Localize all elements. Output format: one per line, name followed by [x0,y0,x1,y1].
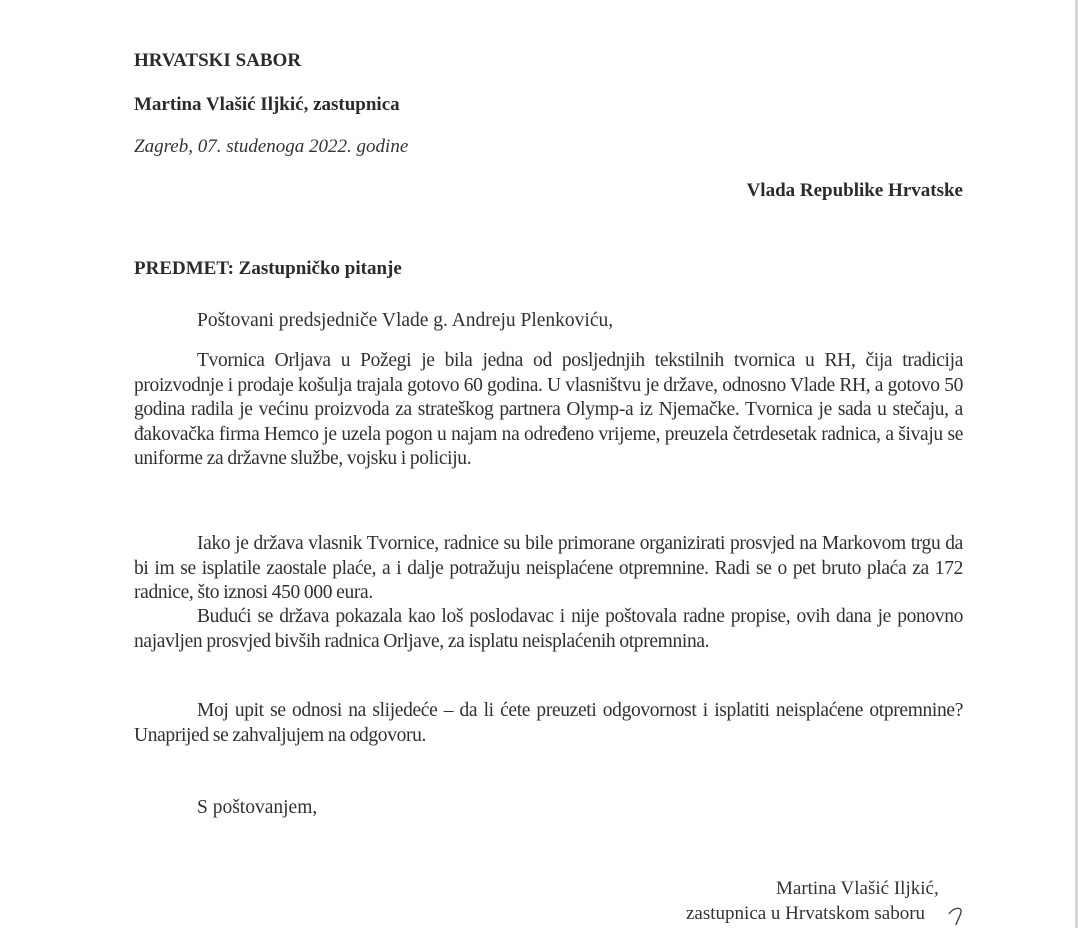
institution-heading: HRVATSKI SABOR [134,50,302,71]
subject-line: PREDMET: Zastupničko pitanje [134,258,402,279]
paragraph-1: Tvornica Orljava u Požegi je bila jedna od posljednjih tekstilnih tvornica u RH, čija tradicija proizvodnje i prodaje košulja trajala gotovo 60 godina. U vlasništvu je države, odnosno Vlade RH, a gotovo 50 godina radila je većinu proizvoda za strateškog partnera Olymp-a iz Njemačke. Tvornica je sada u stečaju, a đakovačka firma Hemco je uzela pogon u najam na određeno vrijeme, preuzela četrdesetak radnica, a šivaju se uniforme za državne službe, vojsku i policiju. [134,350,963,469]
handwritten-signature-mark [948,906,964,926]
paragraph-4: Moj upit se odnosi na slijedeće – da li ćete preuzeti odgovornost i isplatiti neisplaćene otpremnine? Unaprijed se zahvaljujem na odgovoru. [134,700,963,746]
paragraph-3: Budući se država pokazala kao loš poslodavac i nije poštovala radne propise, ovih dana je ponovno najavljen prosvjed bivših radnica Orljave, za isplatu neisplaćenih otpremnina. [134,606,963,652]
recipient: Vlada Republike Hrvatske [746,180,963,201]
closing: S poštovanjem, [197,797,318,818]
author-line: Martina Vlašić Iljkić, zastupnica [134,94,400,115]
place-date: Zagreb, 07. studenoga 2022. godine [134,136,409,157]
paragraph-2: Iako je država vlasnik Tvornice, radnice su bile primorane organizirati prosvjed na Markovom trgu da bi im se isplatile zaostale plaće, a i dalje potražuju neisplaćene otpremnine. Radi se o pet bruto plaća za 172 radnice, što iznosi 450 000 eura. [134,533,963,603]
signature-name: Martina Vlašić Iljkić, [776,878,939,899]
salutation: Poštovani predsjedniče Vlade g. Andreju Plenkoviću, [197,310,614,331]
signature-title: zastupnica u Hrvatskom saboru [686,903,926,924]
